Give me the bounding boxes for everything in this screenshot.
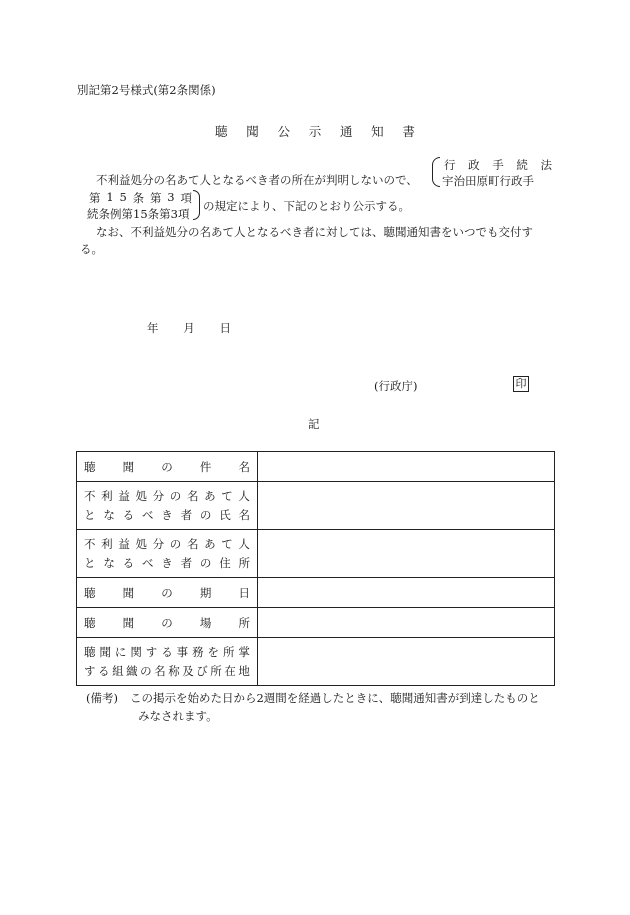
row-label-char: 務 — [192, 645, 204, 659]
row-label-char: の — [161, 585, 173, 600]
row-label-char: 在 — [224, 664, 236, 678]
date-char: 日 — [219, 321, 231, 335]
left-bracket — [432, 157, 440, 187]
row-label — [77, 578, 258, 608]
row-label-char: る — [98, 664, 110, 678]
date-char: 年 — [147, 321, 159, 335]
paragraph1-lead: 不利益処分の名あて人となるべき者の所在が判明しないので、 — [96, 173, 418, 187]
row-label-char: 処 — [135, 489, 147, 503]
row-label-char: に — [114, 645, 127, 659]
row-label-char: 事 — [176, 645, 189, 659]
row-label-char: 名 — [186, 489, 199, 503]
row-value — [258, 608, 555, 638]
art1-char: 1 — [106, 190, 114, 204]
remarks-head: (備考) — [86, 691, 118, 705]
row-label-char: べ — [141, 556, 154, 570]
art1-char: 5 — [119, 190, 127, 204]
date-line — [147, 320, 231, 336]
row-value — [258, 578, 555, 608]
art1-char: 第 — [149, 191, 162, 205]
row-label-char: 聞 — [122, 615, 135, 630]
seal-mark: 印 — [513, 376, 529, 392]
row-label-char: 所 — [238, 615, 250, 630]
title-char: 通 — [339, 124, 353, 139]
row-label-char: の — [169, 537, 182, 551]
row-label-char: 人 — [238, 489, 250, 503]
row-label-line — [84, 459, 250, 475]
row-label-char: 日 — [238, 585, 250, 600]
law1-char: 政 — [468, 158, 480, 172]
row-label — [77, 452, 258, 482]
row-label-char: 利 — [101, 489, 113, 503]
row-label-char: の — [140, 664, 152, 678]
title-char: 聴 — [215, 124, 228, 139]
law1-char: 法 — [540, 158, 552, 172]
article-line1 — [89, 190, 192, 206]
row-label-char: き — [161, 508, 173, 522]
row-label — [77, 530, 258, 578]
row-label-char: 不 — [84, 489, 96, 503]
row-label-char: 益 — [118, 489, 130, 503]
row-label-char: 処 — [135, 537, 147, 551]
title-char: 公 — [277, 124, 290, 139]
row-label-char: の — [199, 556, 212, 570]
row-label-line — [84, 663, 250, 679]
law1-char: 続 — [516, 158, 528, 172]
row-value — [258, 482, 555, 530]
title-char: 書 — [402, 124, 415, 139]
row-label-char: 称 — [168, 664, 180, 678]
row-label-char: る — [161, 645, 173, 659]
row-label-char: と — [84, 556, 96, 570]
row-label-line — [84, 507, 250, 523]
art1-char: 条 — [132, 191, 145, 205]
row-label-char: の — [161, 615, 173, 630]
row-label-char: 聞 — [122, 459, 135, 474]
row-label-char: て — [221, 537, 233, 551]
title-char: 聞 — [246, 124, 259, 139]
row-label-char: べ — [141, 508, 154, 522]
row-label-char: な — [103, 556, 115, 570]
date-char: 月 — [183, 321, 195, 335]
row-label-char: 所 — [210, 664, 222, 678]
row-label-line — [84, 536, 250, 552]
row-label-char: 者 — [180, 508, 193, 522]
hearing-details-table — [76, 451, 555, 686]
law1-char: 行 — [444, 158, 456, 172]
row-label-char: び — [196, 664, 208, 678]
agency-label: (行政庁) — [374, 379, 418, 393]
table-row — [77, 530, 555, 578]
paragraph1-tail: の規定により、下記のとおり公示する。 — [203, 199, 410, 213]
row-value — [258, 638, 555, 686]
right-bracket — [193, 190, 200, 220]
row-label-char: あ — [204, 537, 216, 551]
row-label-char: な — [103, 508, 115, 522]
row-label-char: 名 — [238, 459, 250, 474]
title-char: 示 — [308, 124, 322, 139]
row-label-char: 聞 — [99, 645, 111, 659]
row-label-char: る — [122, 508, 135, 522]
row-value — [258, 452, 555, 482]
row-label-line — [84, 644, 250, 660]
art1-char: 3 — [167, 190, 175, 204]
row-label-char: の — [199, 508, 212, 522]
row-label-char: 織 — [126, 664, 138, 678]
article-line2: 続条例第15条第3項 — [87, 207, 190, 221]
row-label-char: あ — [204, 489, 216, 503]
row-label-char: 関 — [130, 645, 142, 659]
row-label-char: 聴 — [84, 615, 96, 630]
row-label — [77, 638, 258, 686]
row-label-char: す — [84, 664, 96, 678]
row-label-char: 地 — [238, 664, 250, 678]
law1-char: 手 — [492, 158, 504, 172]
row-label-char: 掌 — [238, 645, 250, 659]
row-label-char: 益 — [118, 537, 130, 551]
row-label-char: 件 — [199, 459, 212, 474]
row-label-char: 及 — [182, 664, 194, 678]
ki-heading: 記 — [308, 417, 320, 431]
row-label — [77, 482, 258, 530]
row-label-line — [84, 615, 250, 631]
row-label-char: き — [161, 556, 173, 570]
art1-char: 項 — [180, 191, 192, 205]
row-label-char: 聴 — [84, 459, 96, 474]
row-label — [77, 608, 258, 638]
row-label-char: 利 — [101, 537, 113, 551]
row-label-char: 所 — [238, 556, 250, 570]
row-label-char: 聴 — [84, 645, 96, 659]
row-label-char: 氏 — [219, 508, 231, 522]
row-label-char: 住 — [219, 556, 231, 570]
row-label-char: 者 — [180, 556, 193, 570]
row-label-char: 期 — [199, 585, 212, 600]
paragraph2-line2: る。 — [80, 242, 103, 256]
row-label-char: 人 — [238, 537, 250, 551]
law-name-line2: 宇治田原町行政手 — [442, 174, 534, 188]
table-row — [77, 452, 555, 482]
row-label-char: す — [145, 645, 158, 659]
row-label-line — [84, 555, 250, 571]
row-label-char: 名 — [238, 508, 250, 522]
row-label-line — [84, 585, 250, 601]
row-label-char: 聞 — [122, 585, 135, 600]
row-label-char: 不 — [84, 537, 96, 551]
table-row — [77, 608, 555, 638]
document-title — [215, 122, 415, 140]
row-label-char: の — [169, 489, 182, 503]
row-label-char: の — [161, 459, 173, 474]
title-char: 知 — [371, 124, 384, 139]
row-label-char: 分 — [152, 489, 165, 503]
row-label-char: を — [207, 645, 219, 659]
art1-char: 第 — [89, 191, 101, 205]
row-label-line — [84, 488, 250, 504]
row-label-char: 名 — [186, 537, 199, 551]
row-label-char: て — [221, 489, 233, 503]
remarks-line1 — [86, 690, 540, 706]
row-label-char: 場 — [199, 615, 212, 630]
row-label-char: 組 — [112, 664, 124, 678]
row-label-char: る — [122, 556, 135, 570]
row-label-char: 所 — [222, 645, 235, 659]
row-label-char: 名 — [154, 664, 166, 678]
remarks-text: この掲示を始めた日から2週間を経過したときに、聴聞通知書が到達したものと — [129, 691, 540, 705]
law-name-line1 — [444, 157, 552, 173]
table-row — [77, 578, 555, 608]
form-label: 別記第2号様式(第2条関係) — [77, 83, 216, 97]
row-label-char: と — [84, 508, 96, 522]
table-row — [77, 638, 555, 686]
row-value — [258, 530, 555, 578]
row-label-char: 聴 — [84, 585, 96, 600]
paragraph2-line1: なお、不利益処分の名あて人となるべき者に対しては、聴聞通知書をいつでも交付す — [96, 225, 533, 239]
remarks-line2: みなされます。 — [138, 709, 218, 723]
row-label-char: 分 — [152, 537, 165, 551]
table-row — [77, 482, 555, 530]
